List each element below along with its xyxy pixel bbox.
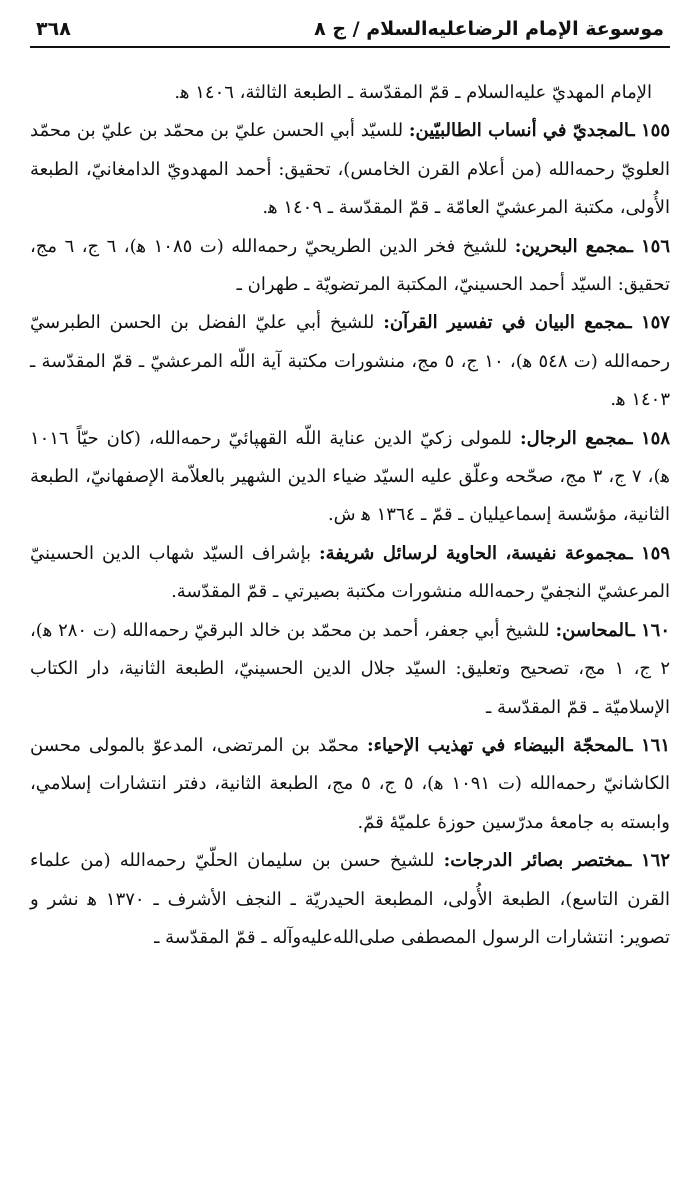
entry-text: محمّد بن المرتضى، المدعوّ بالمولى محسن الكاشانيّ رحمه‌الله (ت ١٠٩١ ه‍)، ٥ ج، ٥ مج، الطبعة الثانية، دفتر انتشارات إسلامي، وابسته به جامعهٔ مدرّسين حوزهٔ علميّهٔ قمّ. [30,734,670,833]
bibliography-entry [30,112,670,227]
entry-number: ١٦٠ ـ [629,619,671,641]
entry-text: بإشراف السيّد شهاب الدين الحسينيّ المرعشيّ النجفيّ رحمه‌الله منشورات مكتبة بصيرتي ـ قمّ المقدّسة. [30,542,670,603]
entry-title: المحاسن: [555,619,630,641]
entry-number: ١٥٩ ـ [627,542,670,564]
bibliography-entry [30,420,670,535]
entry-text: للسيّد أبي الحسن عليّ بن محمّد بن عليّ بن محمّد العلويّ رحمه‌الله (من أعلام القرن الخامس)، تحقيق: أحمد المهدويّ الدامغانيّ، الطبعة الأُولى، مكتبة المرعشيّ العامّة ـ قمّ المقدّسة ـ ١٤٠٩ ه‍. [30,120,670,219]
entry-number: ١٦١ ـ [627,734,670,756]
book-page [30,18,670,957]
entry-number: ١٦٢ ـ [625,850,671,872]
entry-text: للشيخ حسن بن سليمان الحلّيّ رحمه‌الله (من علماء القرن التاسع)، الطبعة الأُولى، المطبعة الحيدريّة ـ النجف الأشرف ـ ١٣٧٠ ه‍ نشر و تصوير: انتشارات الرسول المصطفى صلى‌الله‌عليه‌وآله ـ قمّ المقدّسة ـ [30,850,670,948]
page-header [30,18,670,48]
entry-text: للشيخ أبي جعفر، أحمد بن محمّد بن خالد البرقيّ رحمه‌الله (ت ٢٨٠ ه‍)، ٢ ج، ١ مج، تصحيح وتعليق: السيّد جلال الدين الحسينيّ، الطبعة الثانية، دار الكتاب الإسلاميّة ـ قمّ المقدّسة ـ [30,619,670,718]
entry-number: ١٥٥ ـ [629,120,670,142]
entry-number: ١٥٦ ـ [627,235,670,257]
entry-number: ١٥٧ ـ [626,312,670,334]
bibliography-entry [30,535,670,612]
running-title: موسوعة الإمام الرضاعليه‌السلام / ج ٨ [314,18,664,40]
page-number: ٣٦٨ [36,18,71,40]
entry-number: ١٥٨ ـ [627,427,670,449]
entry-text: للمولى زكيّ الدين عناية اللّه القهپائيّ رحمه‌الله، (كان حيّاً ١٠١٦ ه‍)، ٧ ج، ٣ مج، صحّحه وعلّق عليه السيّد ضياء الدين الشهير بالعلاّمة الإصفهانيّ، الطبعة الثانية، مؤسّسة إسماعيليان ـ قمّ ـ ١٣٦٤ ه‍ ش. [30,427,670,526]
entry-title: مختصر بصائر الدرجات: [443,850,626,872]
bibliography-entry [30,842,670,957]
bibliography-entry [30,727,670,842]
bibliography-entry [30,612,670,727]
continuation-text: الإمام المهديّ عليه‌السلام ـ قمّ المقدّسة ـ الطبعة الثالثة، ١٤٠٦ ه‍. [174,82,652,103]
entry-title: مجمع البحرين: [514,235,628,257]
entry-text: للشيخ فخر الدين الطريحيّ رحمه‌الله (ت ١٠٨٥ ه‍)، ٦ ج، ٦ مج، تحقيق: السيّد أحمد الحسينيّ، المكتبة المرتضويّة ـ طهران ـ [30,235,670,296]
entry-title: مجموعة نفيسة، الحاوية لرسائل شريفة: [318,542,628,564]
entry-title: المجديّ في أنساب الطالبيّين: [408,120,630,142]
entry-title: مجمع البيان في تفسير القرآن: [383,312,627,334]
bibliography-entry [30,304,670,419]
entry-title: المحجّة البيضاء في تهذيب الإحياء: [366,734,628,756]
entry-title: مجمع الرجال: [519,427,628,449]
entry-text: للشيخ أبي عليّ الفضل بن الحسن الطبرسيّ رحمه‌الله (ت ٥٤٨ ه‍)، ١٠ ج، ٥ مج، منشورات مكتبة آية اللّه المرعشيّ ـ قمّ المقدّسة ـ ١٤٠٣ ه‍. [30,312,671,411]
bibliography-list [30,74,670,957]
bibliography-entry [30,228,670,305]
